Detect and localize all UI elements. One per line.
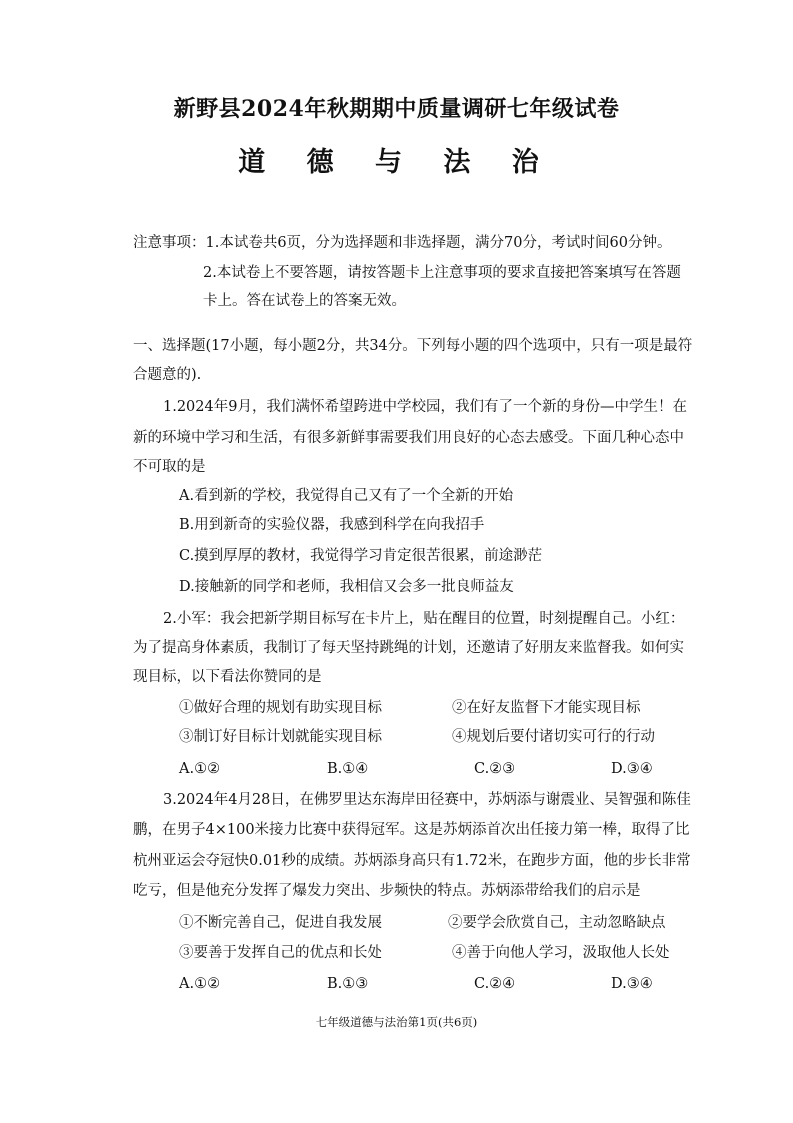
q2-statement-4: ④规划后要付诸切实可行的行动 xyxy=(452,729,655,745)
q2-option-b: B.①④ xyxy=(327,761,369,777)
q2-statement-3: ③制订好目标计划就能实现目标 xyxy=(179,729,382,745)
q2-option-a: A.①② xyxy=(179,761,221,777)
q3-statement-1: ①不断完善自己，促进自我发展 xyxy=(179,915,382,931)
q3-stem-line-4: 吃亏，但是他充分发挥了爆发力突出、步频快的特点。苏炳添带给我们的启示是 xyxy=(133,883,641,899)
q3-option-b: B.①③ xyxy=(327,976,369,992)
q3-stem-line-1: 3.2024年4月28日，在佛罗里达东海岸田径赛中，苏炳添与谢震业、吴智强和陈佳 xyxy=(163,792,691,808)
q3-option-c: C.②④ xyxy=(474,976,516,992)
q2-option-c: C.②③ xyxy=(474,761,516,777)
notes-line-3: 卡上。答在试卷上的答案无效。 xyxy=(203,293,406,309)
q2-statement-1: ①做好合理的规划有助实现目标 xyxy=(179,700,382,716)
subject-title: 道 德 与 法 治 xyxy=(238,147,555,178)
q1-option-c: C.摸到厚厚的教材，我觉得学习肯定很苦很累，前途渺茫 xyxy=(179,548,543,564)
q3-stem-line-3: 杭州亚运会夺冠快0.01秒的成绩。苏炳添身高只有1.72米，在跑步方面，他的步长非常 xyxy=(133,853,691,869)
section-heading-line-1: 一、选择题(17小题，每小题2分，共34分。下列每小题的四个选项中，只有一项是最符 xyxy=(133,338,693,354)
exam-title: 新野县2024年秋期期中质量调研七年级试卷 xyxy=(173,96,620,122)
q1-stem-line-1: 1.2024年9月，我们满怀希望跨进中学校园，我们有了一个新的身份—中学生！在 xyxy=(163,399,687,415)
q1-option-a: A.看到新的学校，我觉得自己又有了一个全新的开始 xyxy=(179,488,514,504)
q3-statement-2: ②要学会欣赏自己，主动忽略缺点 xyxy=(448,915,666,931)
q3-stem-line-2: 鹏，在男子4×100米接力比赛中获得冠军。这是苏炳添首次出任接力第一棒，取得了比 xyxy=(133,822,690,838)
q1-option-d: D.接触新的同学和老师，我相信又会多一批良师益友 xyxy=(179,579,514,595)
q1-stem-line-2: 新的环境中学习和生活，有很多新鲜事需要我们用良好的心态去感受。下面几种心态中 xyxy=(133,430,684,446)
q3-statement-3: ③要善于发挥自己的优点和长处 xyxy=(179,945,382,961)
q3-option-a: A.①② xyxy=(179,976,221,992)
section-heading-line-2: 合题意的). xyxy=(133,367,202,383)
q1-option-b: B.用到新奇的实验仪器，我感到科学在向我招手 xyxy=(179,517,485,533)
q2-stem-line-2: 为了提高身体素质，我制订了每天坚持跳绳的计划，还邀请了好朋友来监督我。如何实 xyxy=(133,640,684,656)
page-footer: 七年级道德与法治第1页(共6页) xyxy=(315,1015,478,1029)
q2-stem-line-1: 2.小军：我会把新学期目标写在卡片上，贴在醒目的位置，时刻提醒自己。小红： xyxy=(163,611,685,627)
q2-stem-line-3: 现目标，以下看法你赞同的是 xyxy=(133,669,322,685)
notes-line-2: 2.本试卷上不要答题，请按答题卡上注意事项的要求直接把答案填写在答题 xyxy=(203,265,681,281)
q3-option-d: D.③④ xyxy=(611,976,653,992)
q2-option-d: D.③④ xyxy=(611,761,653,777)
q3-statement-4: ④善于向他人学习，汲取他人长处 xyxy=(452,945,670,961)
notes-line-1: 注意事项：1.本试卷共6页，分为选择题和非选择题，满分70分，考试时间60分钟。 xyxy=(133,235,672,251)
q1-stem-line-3: 不可取的是 xyxy=(133,459,206,475)
q2-statement-2: ②在好友监督下才能实现目标 xyxy=(452,700,641,716)
